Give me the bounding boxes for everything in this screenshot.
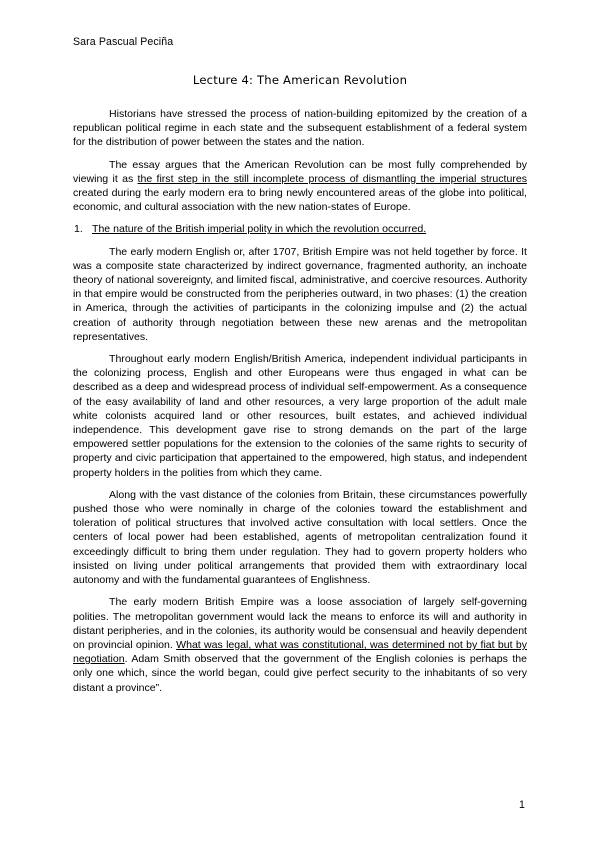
section-number: 1. <box>74 223 83 236</box>
underlined-thesis: the first step in the still incomplete process of dismantling the imperial structures <box>137 172 527 185</box>
paragraph-thesis-text-start: The essay argues that the American Revolution can be most fully comprehended by viewing it as <box>73 158 527 185</box>
paragraph-self-empowerment: Throughout early modern English/British America, independent individual participants in the colonizing process, English and other Europeans were thus engaged in what can be described as a deep and widespread process of individual self-empowerment. As a consequence of the easy availability of land and other resources, a very large proportion of the adult male white colonists acquired land or other resources, built estates, and achieved individual independence. This development gave rise to strong demands on the part of the large empowered settler populations for the extension to the colonies of the same rights to security of property and civic participation that appertained to the empowered, high status, and independent property holders in the polities from which they came. <box>73 353 527 479</box>
paragraph-loose-association <box>73 595 527 694</box>
paragraph-thesis <box>73 158 527 215</box>
section-heading-text: The nature of the British imperial polity in which the revolution occurred. <box>92 223 427 236</box>
paragraph-loose-association-text-start: The early modern British Empire was a loose association of largely self-governing polities. The metropolitan government would lack the means to enforce its will and authority in distant peripheries, and in the colonies, its authority would be consensual and heavily dependent on provincial opinion. <box>73 596 527 651</box>
page-number: 1 <box>519 799 525 811</box>
underlined-negotiation: What was legal, what was constitutional, was determined not by fiat but by negotiation <box>73 638 527 666</box>
paragraph-loose-association-text-end: . Adam Smith observed that the government of the English colonies is perhaps the only one which, since the world began, could give perfect security to the inhabitants of so very distant a province”. <box>73 653 527 694</box>
document-body <box>73 107 527 695</box>
paragraph-thesis-text-end: created during the early modern era to bring newly encountered areas of the globe into political, economic, and cultural association with the new nation-states of Europe. <box>73 187 527 214</box>
page-title: Lecture 4: The American Revolution <box>192 73 408 87</box>
section-heading-1 <box>73 222 527 236</box>
author-name: Sara Pascual Peciña <box>73 36 174 48</box>
paragraph-local-power: Along with the vast distance of the colonies from Britain, these circumstances powerfully pushed those who were nominally in charge of the colonies toward the establishment and toleration of political structures that involved active consultation with local settlers. Once the centers of local power had been established, agents of metropolitan centralization found it exceedingly difficult to bring them under regulation. They had to govern property holders who insisted on living under political arrangements that provided them with extraordinary local autonomy and with the fundamental guarantees of Englishness. <box>73 488 527 587</box>
paragraph-imperial-polity: The early modern English or, after 1707, British Empire was not held together by force. It was a composite state characterized by indirect governance, fragmented authority, an inchoate theory of national sovereignty, and limited fiscal, administrative, and coercive resources. Authority in that empire would be constructed from the peripheries outward, in two phases: (1) the creation in America, through the activities of participants in the colonizing impulse and (2) the actual creation of authority through negotiation between these new arenas and the metropolitan representatives. <box>73 245 527 343</box>
paragraph-intro: Historians have stressed the process of nation-building epitomized by the creation of a republican political regime in each state and the subsequent establishment of a federal system for the distribution of power between the states and the nation. <box>73 108 527 149</box>
